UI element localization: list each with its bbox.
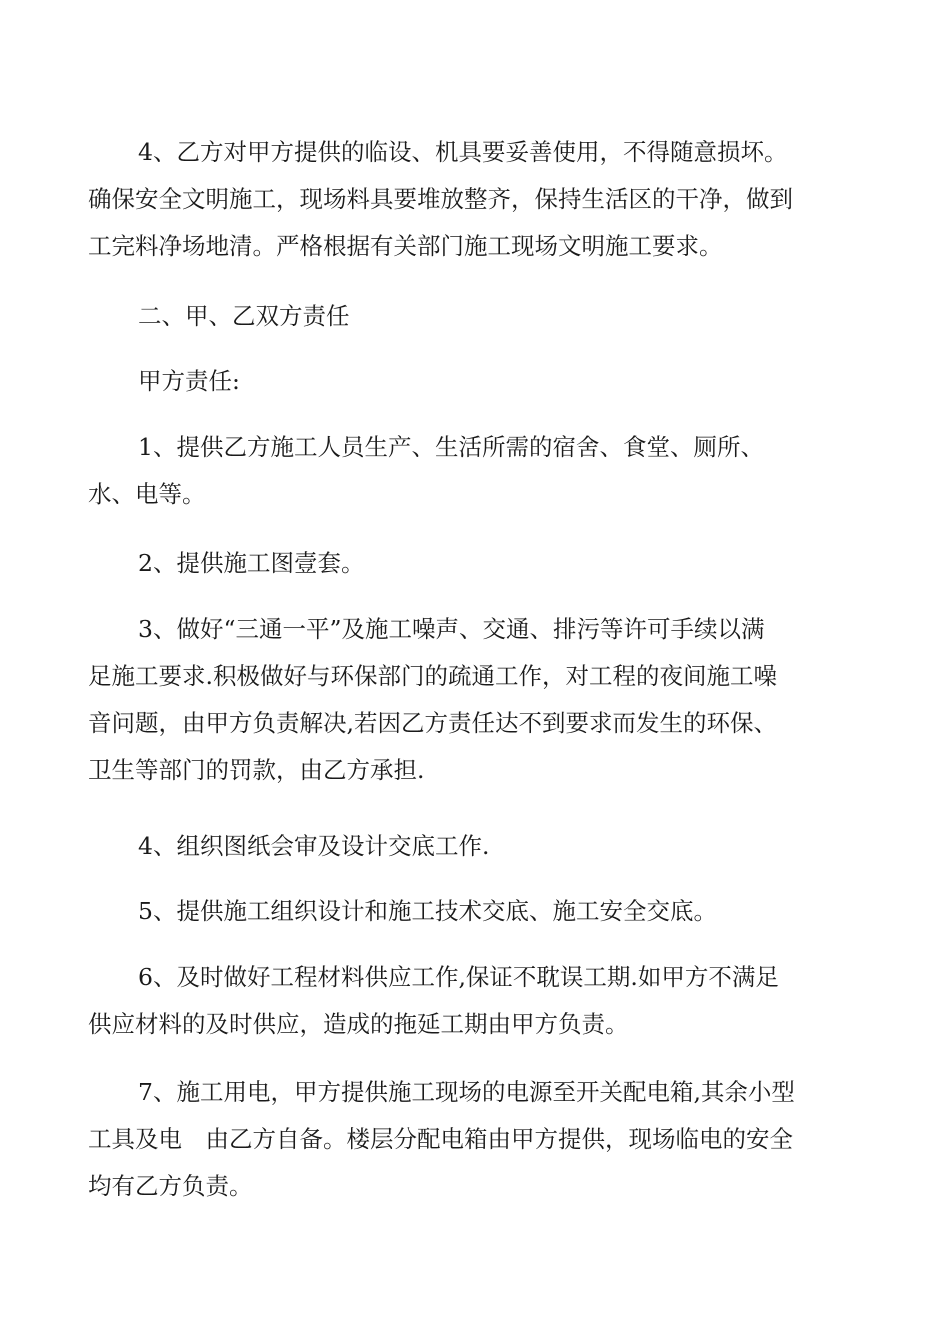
text-line: 6、及时做好工程材料供应工作,保证不耽误工期.如甲方不满足 (138, 963, 779, 991)
paragraph-a6-material-supply (88, 954, 878, 1048)
paragraph-item4-site-conduct (88, 129, 878, 270)
text-line: 5、提供施工组织设计和施工技术交底、施工安全交底。 (138, 897, 717, 925)
text-line: 甲方责任: (138, 367, 240, 395)
text-line: 4、乙方对甲方提供的临设、机具要妥善使用，不得随意损坏。 (138, 138, 788, 166)
subheading-party-a-responsibilities (88, 358, 878, 405)
paragraph-a7-electricity (88, 1069, 878, 1210)
paragraph-a2-drawings (88, 540, 878, 587)
text-line: 4、组织图纸会审及设计交底工作. (138, 832, 490, 860)
paragraph-a5-construction-plan (88, 888, 878, 935)
text-line: 水、电等。 (88, 480, 206, 508)
text-line: 供应材料的及时供应，造成的拖延工期由甲方负责。 (88, 1010, 629, 1038)
paragraph-a1-facilities (88, 424, 878, 518)
text-line: 工完料净场地清。严格根据有关部门施工现场文明施工要求。 (88, 232, 723, 260)
text-line: 确保安全文明施工，现场料具要堆放整齐，保持生活区的干净，做到 (88, 185, 793, 213)
paragraph-a3-permits (88, 606, 878, 794)
text-line: 足施工要求.积极做好与环保部门的疏通工作，对工程的夜间施工噪 (88, 662, 777, 690)
text-line: 二、甲、乙双方责任 (138, 302, 350, 330)
text-line: 均有乙方负责。 (88, 1172, 253, 1200)
text-line: 卫生等部门的罚款，由乙方承担. (88, 756, 425, 784)
paragraph-a4-design-review (88, 823, 878, 870)
text-line: 7、施工用电，甲方提供施工现场的电源至开关配电箱,其余小型 (138, 1078, 795, 1106)
text-line: 1、提供乙方施工人员生产、生活所需的宿舍、食堂、厕所、 (138, 433, 764, 461)
text-line: 3、做好“三通一平”及施工噪声、交通、排污等许可手续以满 (138, 615, 765, 643)
text-line: 音问题，由甲方负责解决,若因乙方责任达不到要求而发生的环保、 (88, 709, 777, 737)
text-line: 工具及电 由乙方自备。楼层分配电箱由甲方提供，现场临电的安全 (88, 1125, 793, 1153)
section-heading-responsibilities (88, 293, 878, 340)
text-line: 2、提供施工图壹套。 (138, 549, 365, 577)
